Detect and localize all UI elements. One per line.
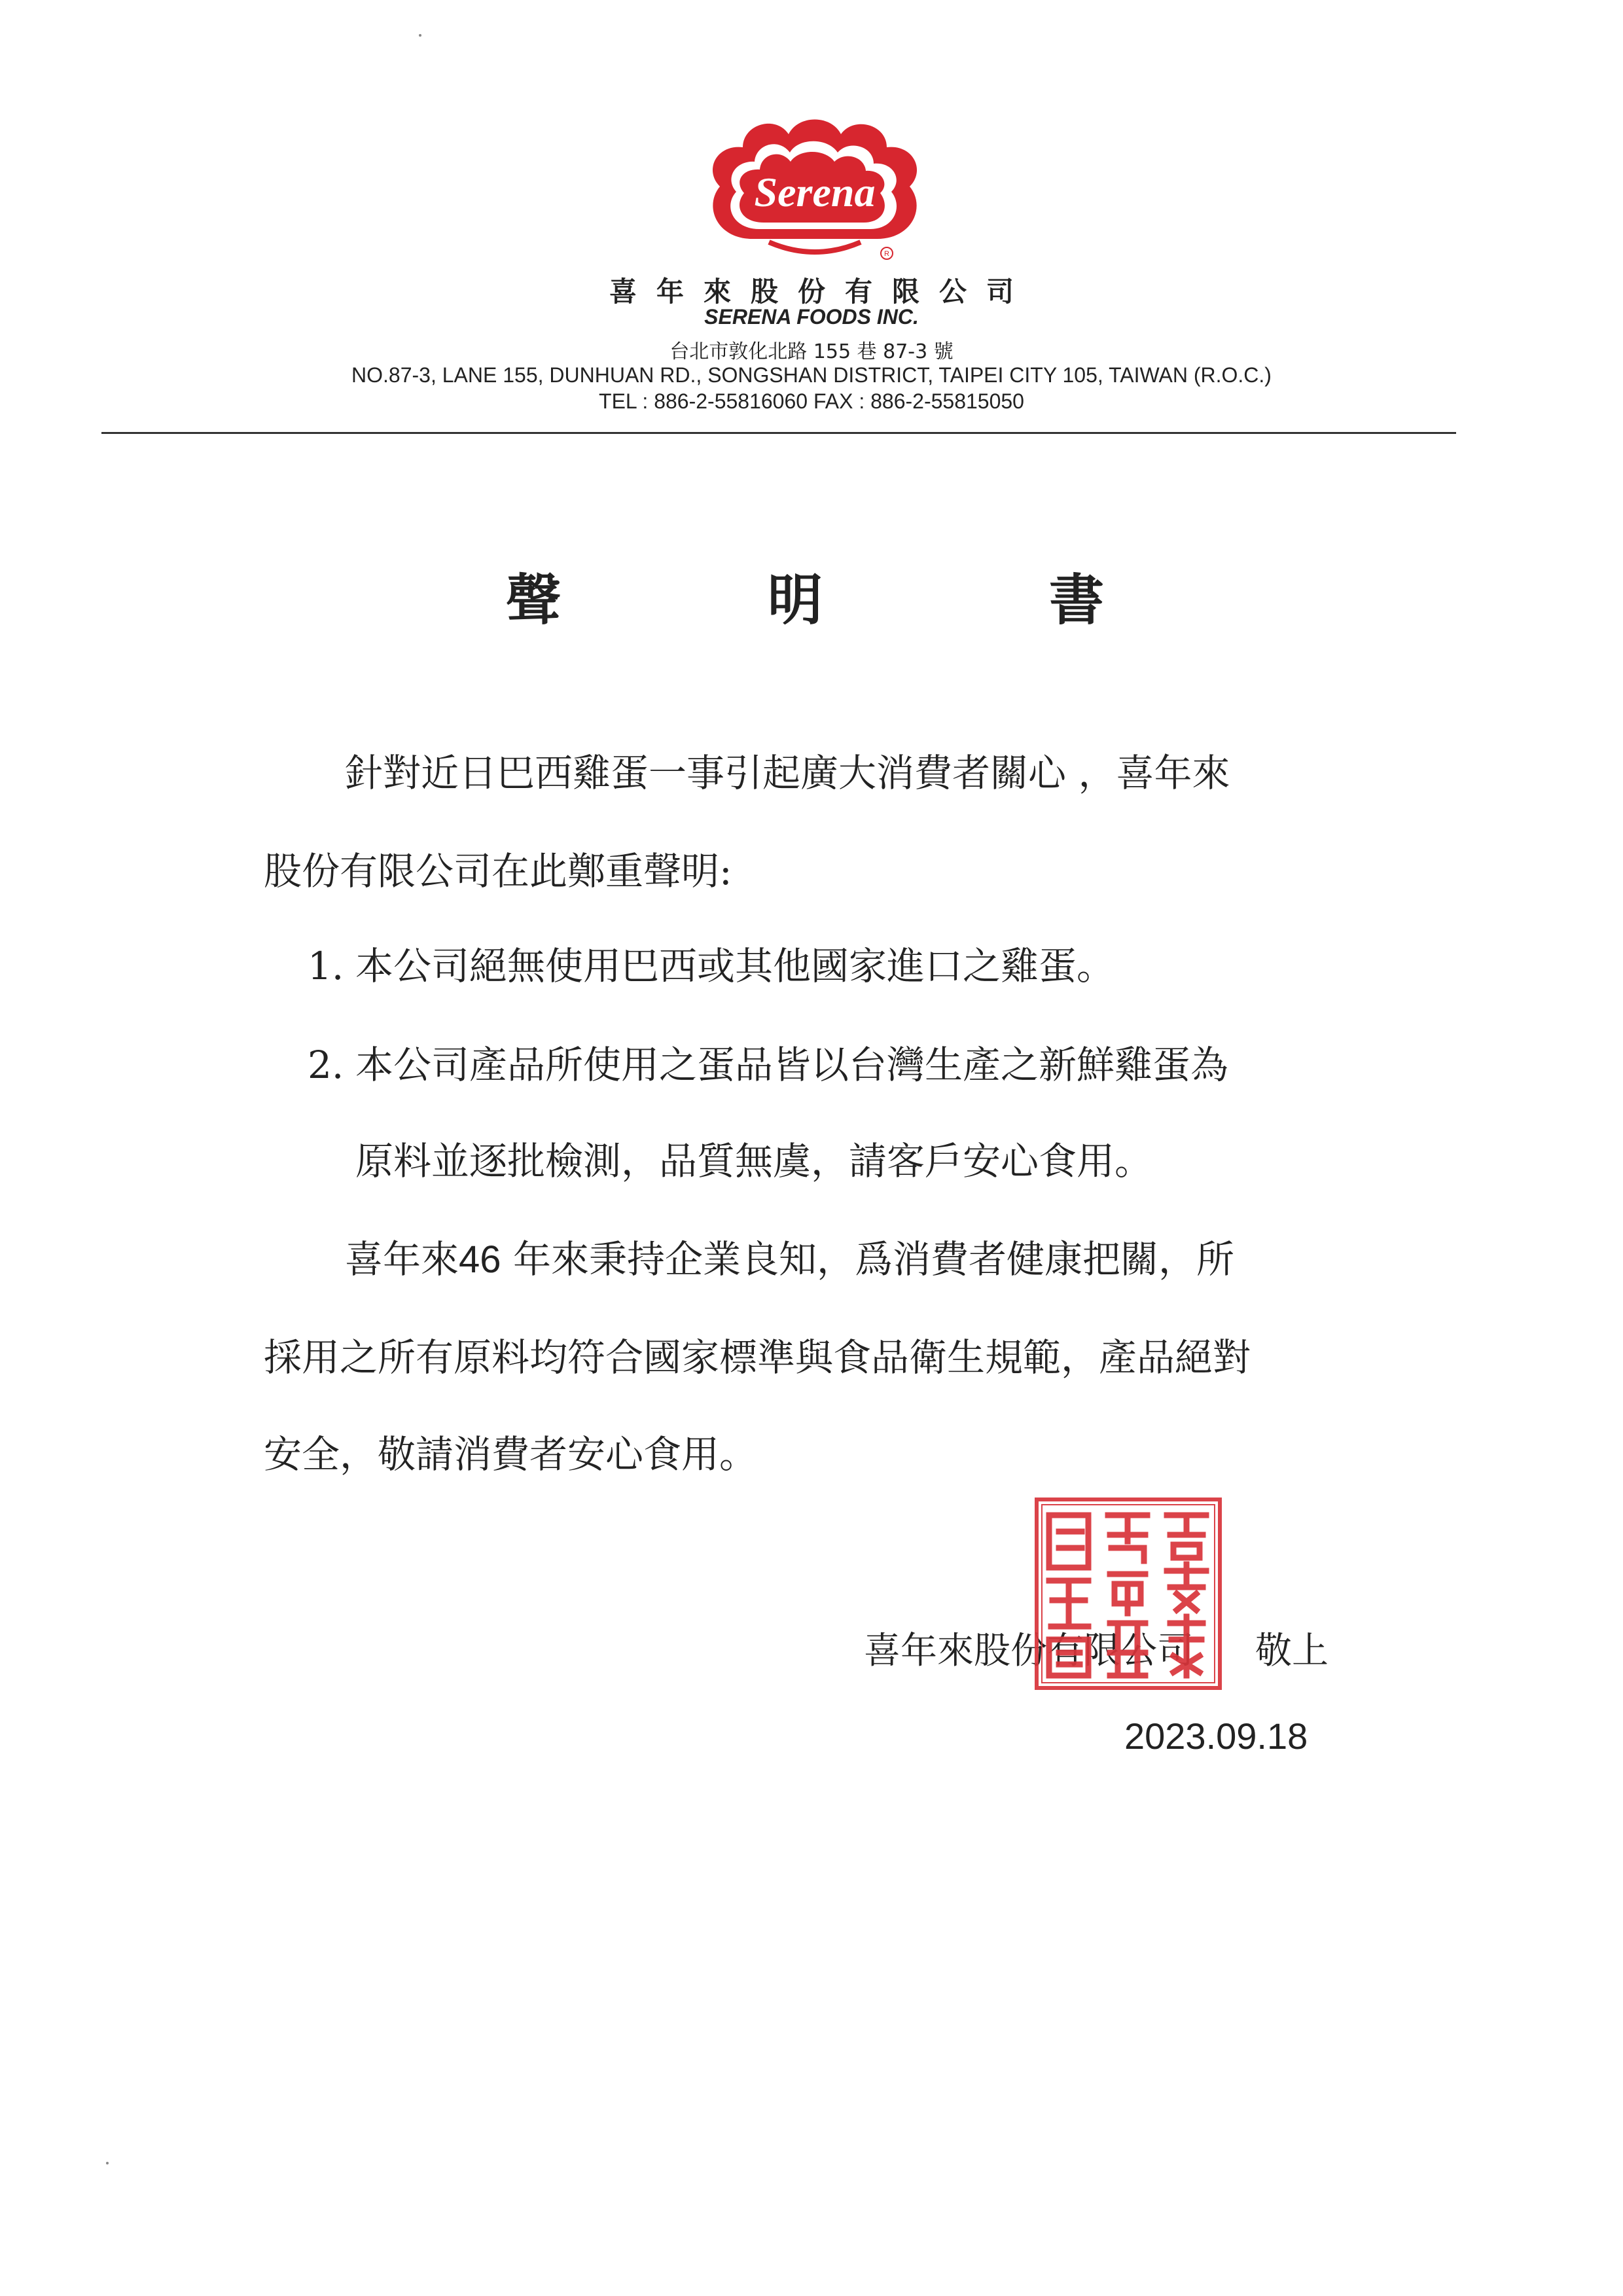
title-char-2: 明 [767,567,823,632]
company-seal [1033,1496,1224,1692]
closing-line-3: 安全，敬請消費者安心食用。 [264,1432,758,1477]
closing-line-1-part-a: 喜年來 [345,1237,459,1282]
logo-cloud-shape [713,120,917,260]
item-2-number: 2. [308,1043,344,1087]
title-char-1: 聲 [505,567,561,632]
header-divider [101,432,1456,434]
signatory-closing: 敬上 [1255,1630,1329,1672]
scan-speck [419,34,421,37]
serena-logo [690,108,939,265]
closing-line-1 [345,1237,1234,1282]
contact-info: TEL : 886-2-55816060 FAX : 886-2-55815050 [599,389,1024,413]
title-char-3: 書 [1048,567,1104,632]
logo-wordmark: Serena [754,169,876,215]
company-name-en: SERENA FOODS INC. [704,305,919,329]
closing-line-1-part-b: 年來秉持企業良知，爲消費者健康把關，所 [501,1237,1234,1282]
svg-text:R: R [884,250,889,258]
item-2-line-1: 本公司產品所使用之蛋品皆以台灣生產之新鮮雞蛋為 [355,1043,1229,1087]
scan-speck [106,2162,109,2164]
intro-line-1: 針對近日巴西雞蛋一事引起廣大消費者關心 ，喜年來 [345,751,1230,795]
signature-date: 2023.09.18 [1124,1715,1308,1757]
signatory-company: 喜年來股份有限公司 [864,1630,1194,1672]
item-1-number: 1. [308,944,344,988]
address-zh: 台北市敦化北路 155 巷 87-3 號 [669,340,954,363]
item-2-line-2: 原料並逐批檢測，品質無虞，請客戶安心食用。 [355,1139,1153,1183]
company-name-zh: 喜年來股份有限公司 [609,276,1033,308]
closing-line-2: 採用之所有原料均符合國家標準與食品衛生規範，產品絕對 [264,1335,1251,1380]
intro-line-2: 股份有限公司在此鄭重聲明: [264,849,732,893]
item-1-text: 本公司絕無使用巴西或其他國家進口之雞蛋。 [355,944,1115,988]
address-en: NO.87-3, LANE 155, DUNHUAN RD., SONGSHAN DISTRICT, TAIPEI CITY 105, TAIWAN (R.O.C.) [351,363,1272,387]
closing-years-number: 46 [459,1238,501,1281]
seal-text: 喜年來股份有限公司 [1125,1689,1132,1690]
